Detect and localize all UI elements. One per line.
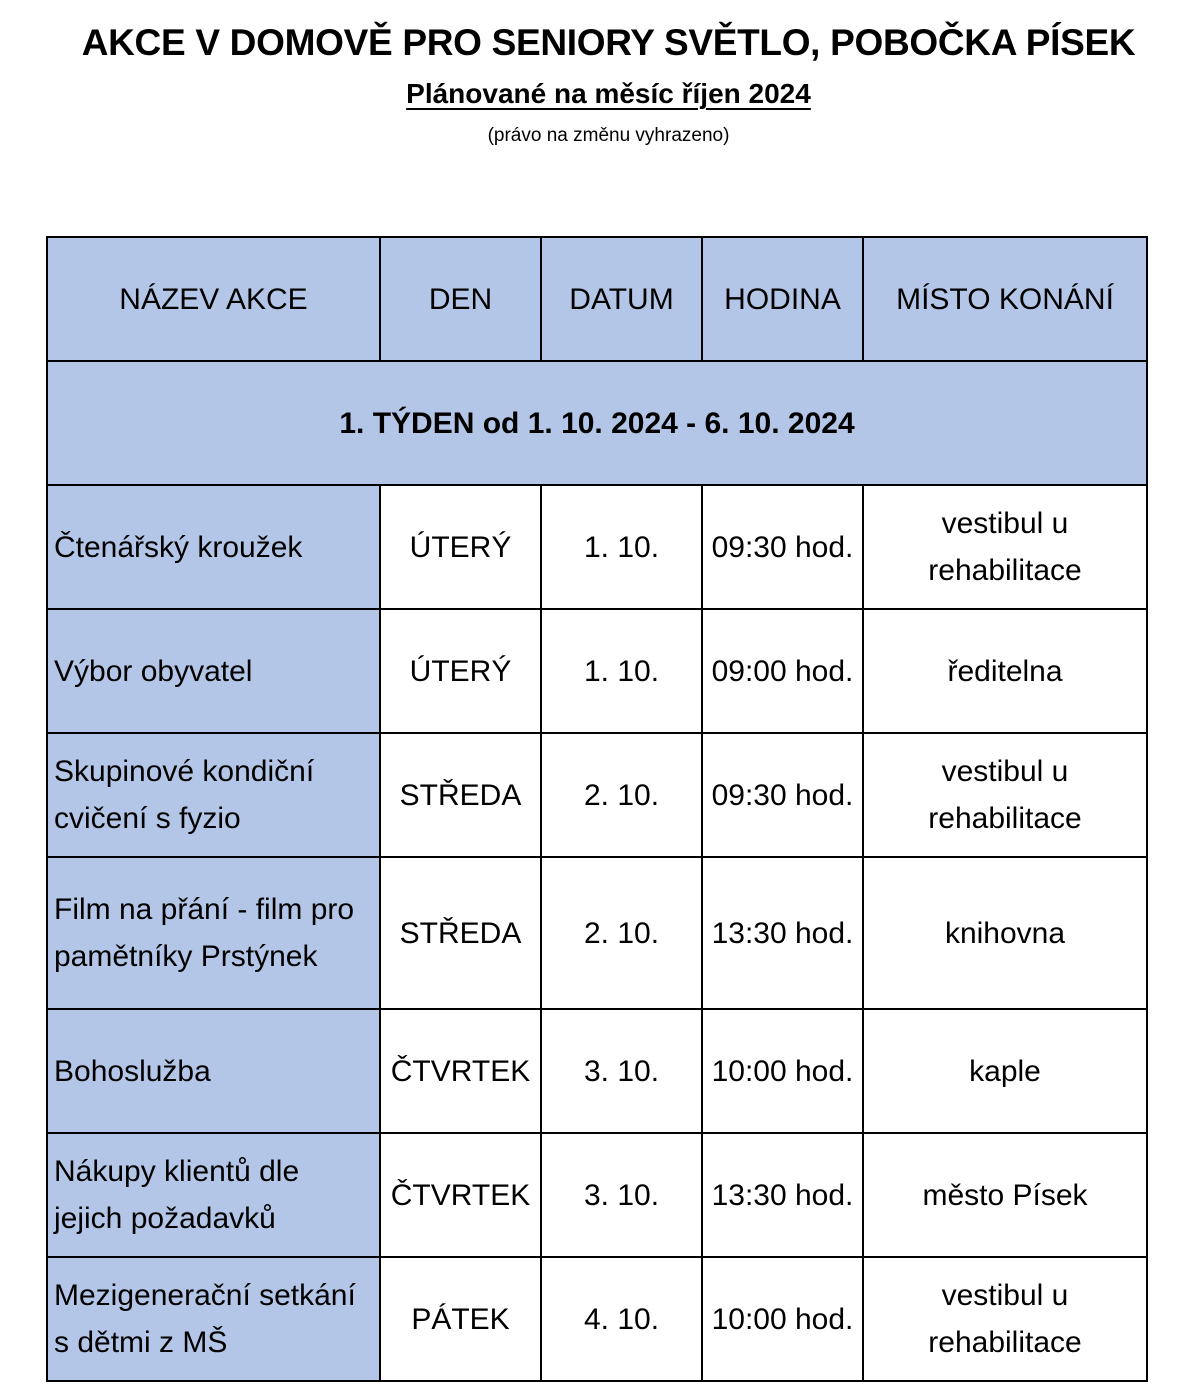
events-table <box>46 236 1148 1382</box>
event-date: 4. 10. <box>541 1257 702 1381</box>
table-row <box>47 857 1147 1009</box>
subtitle-text: Plánované na měsíc říjen 2024 <box>406 78 811 109</box>
event-date: 3. 10. <box>541 1133 702 1257</box>
week-label: 1. TÝDEN od 1. 10. 2024 - 6. 10. 2024 <box>47 361 1147 485</box>
event-time: 10:00 hod. <box>702 1257 863 1381</box>
event-day: STŘEDA <box>380 733 541 857</box>
event-place: ředitelna <box>863 609 1147 733</box>
event-day: STŘEDA <box>380 857 541 1009</box>
event-place: vestibul u rehabilitace <box>863 733 1147 857</box>
event-place: vestibul u rehabilitace <box>863 485 1147 609</box>
event-place: vestibul u rehabilitace <box>863 1257 1147 1381</box>
event-date: 1. 10. <box>541 609 702 733</box>
event-day: ČTVRTEK <box>380 1009 541 1133</box>
event-name: Nákupy klientů dle jejich požadavků <box>47 1133 380 1257</box>
event-day: ÚTERÝ <box>380 485 541 609</box>
column-header-time: HODINA <box>702 237 863 361</box>
table-row <box>47 1133 1147 1257</box>
event-time: 09:00 hod. <box>702 609 863 733</box>
event-date: 2. 10. <box>541 733 702 857</box>
event-place: kaple <box>863 1009 1147 1133</box>
table-row <box>47 609 1147 733</box>
event-name: Skupinové kondiční cvičení s fyzio <box>47 733 380 857</box>
event-time: 13:30 hod. <box>702 857 863 1009</box>
table-row <box>47 733 1147 857</box>
table-row <box>47 1009 1147 1133</box>
event-name: Bohoslužba <box>47 1009 380 1133</box>
column-header-date: DATUM <box>541 237 702 361</box>
page-subtitle <box>0 78 1191 110</box>
event-place: knihovna <box>863 857 1147 1009</box>
week-row <box>47 361 1147 485</box>
event-place: město Písek <box>863 1133 1147 1257</box>
event-time: 13:30 hod. <box>702 1133 863 1257</box>
column-header-name: NÁZEV AKCE <box>47 237 380 361</box>
table-row <box>47 485 1147 609</box>
column-header-place: MÍSTO KONÁNÍ <box>863 237 1147 361</box>
event-day: ČTVRTEK <box>380 1133 541 1257</box>
disclaimer-note: (právo na změnu vyhrazeno) <box>487 125 730 146</box>
event-day: ÚTERÝ <box>380 609 541 733</box>
event-day: PÁTEK <box>380 1257 541 1381</box>
table-row <box>47 1257 1147 1381</box>
event-date: 3. 10. <box>541 1009 702 1133</box>
event-name: Film na přání - film pro pamětníky Prstýnek <box>47 857 380 1009</box>
event-date: 1. 10. <box>541 485 702 609</box>
event-name: Mezigenerační setkání s dětmi z MŠ <box>47 1257 380 1381</box>
table-header-row <box>47 237 1147 361</box>
event-date: 2. 10. <box>541 857 702 1009</box>
page-title: AKCE V DOMOVĚ PRO SENIORY SVĚTLO, POBOČKA PÍSEK <box>81 22 1136 63</box>
event-time: 09:30 hod. <box>702 733 863 857</box>
event-time: 10:00 hod. <box>702 1009 863 1133</box>
event-name: Čtenářský kroužek <box>47 485 380 609</box>
event-name: Výbor obyvatel <box>47 609 380 733</box>
column-header-day: DEN <box>380 237 541 361</box>
event-time: 09:30 hod. <box>702 485 863 609</box>
